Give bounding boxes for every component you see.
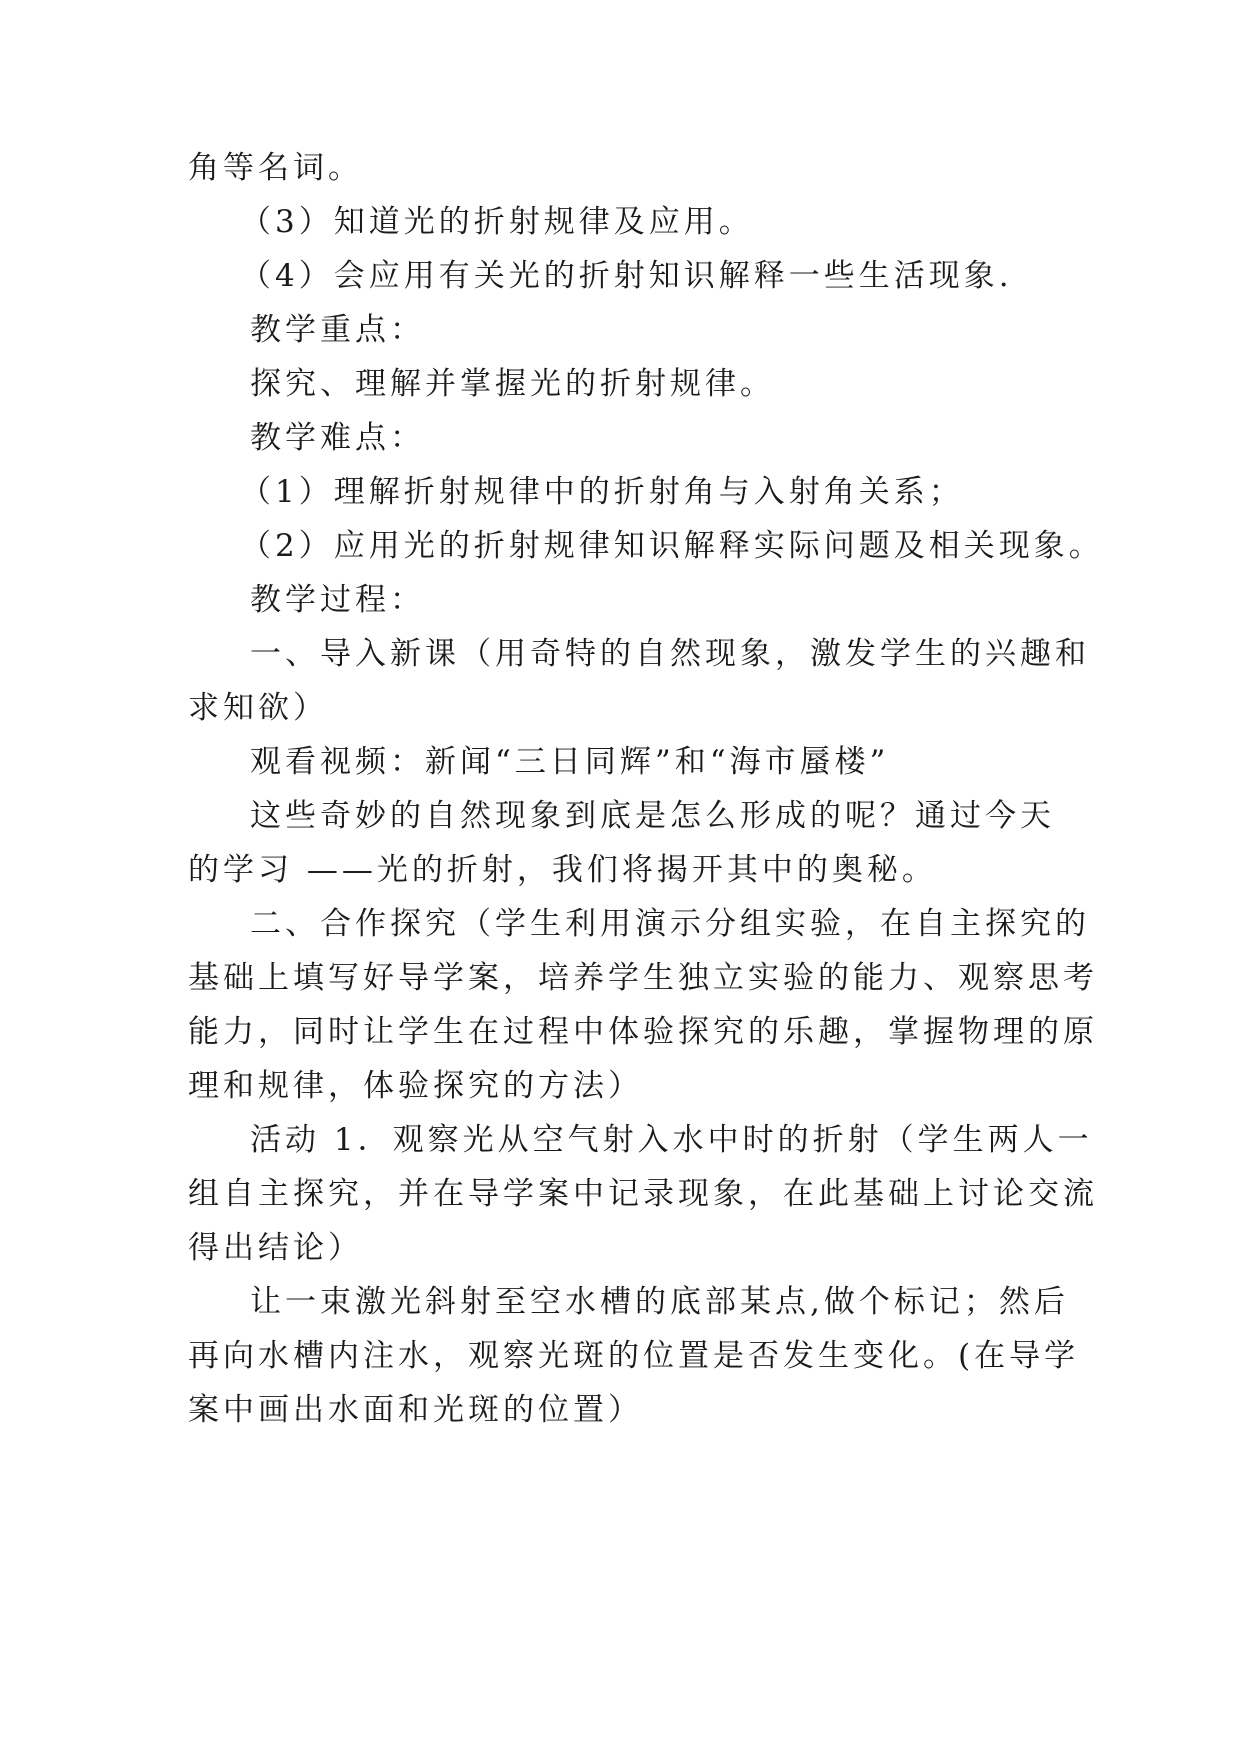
activity-one-title: 活动 1．观察光从空气射入水中时的折射（学生两人一 [250, 1122, 1093, 1158]
text-line-11: 求知欲） [188, 690, 328, 726]
text-line-2: （3）知道光的折射规律及应用。 [240, 204, 754, 240]
text-line-24: 案中画出水面和光斑的位置） [188, 1392, 643, 1428]
text-line-23: 再向水槽内注水，观察光斑的位置是否发生变化。(在导学 [188, 1338, 1080, 1374]
heading-teaching-focus: 教学重点： [250, 312, 425, 348]
heading-teaching-process: 教学过程： [250, 582, 425, 618]
text-line-13: 这些奇妙的自然现象到底是怎么形成的呢？通过今天 [250, 798, 1055, 834]
heading-teaching-difficulty: 教学难点： [250, 420, 425, 456]
text-line-20: 组自主探究，并在导学案中记录现象，在此基础上讨论交流 [188, 1176, 1098, 1212]
text-line-7: （1）理解折射规律中的折射角与入射角关系； [240, 474, 964, 510]
text-line-8: （2）应用光的折射规律知识解释实际问题及相关现象。 [240, 528, 1104, 564]
text-line-12: 观看视频：新闻“三日同辉”和“海市蜃楼” [250, 744, 890, 780]
text-line-5: 探究、理解并掌握光的折射规律。 [250, 366, 775, 402]
text-line-1: 角等名词。 [188, 150, 363, 186]
text-line-14: 的学习 ——光的折射，我们将揭开其中的奥秘。 [188, 852, 937, 888]
text-line-17: 能力，同时让学生在过程中体验探究的乐趣，掌握物理的原 [188, 1014, 1098, 1050]
text-line-3: （4）会应用有关光的折射知识解释一些生活现象. [240, 258, 1013, 294]
section-one-title: 一、导入新课（用奇特的自然现象，激发学生的兴趣和 [250, 636, 1090, 672]
text-line-16: 基础上填写好导学案，培养学生独立实验的能力、观察思考 [188, 960, 1098, 996]
text-line-18: 理和规律，体验探究的方法） [188, 1068, 643, 1104]
section-two-title: 二、合作探究（学生利用演示分组实验，在自主探究的 [250, 906, 1090, 942]
text-line-21: 得出结论） [188, 1230, 363, 1266]
text-line-22: 让一束激光斜射至空水槽的底部某点,做个标记；然后 [250, 1284, 1069, 1320]
